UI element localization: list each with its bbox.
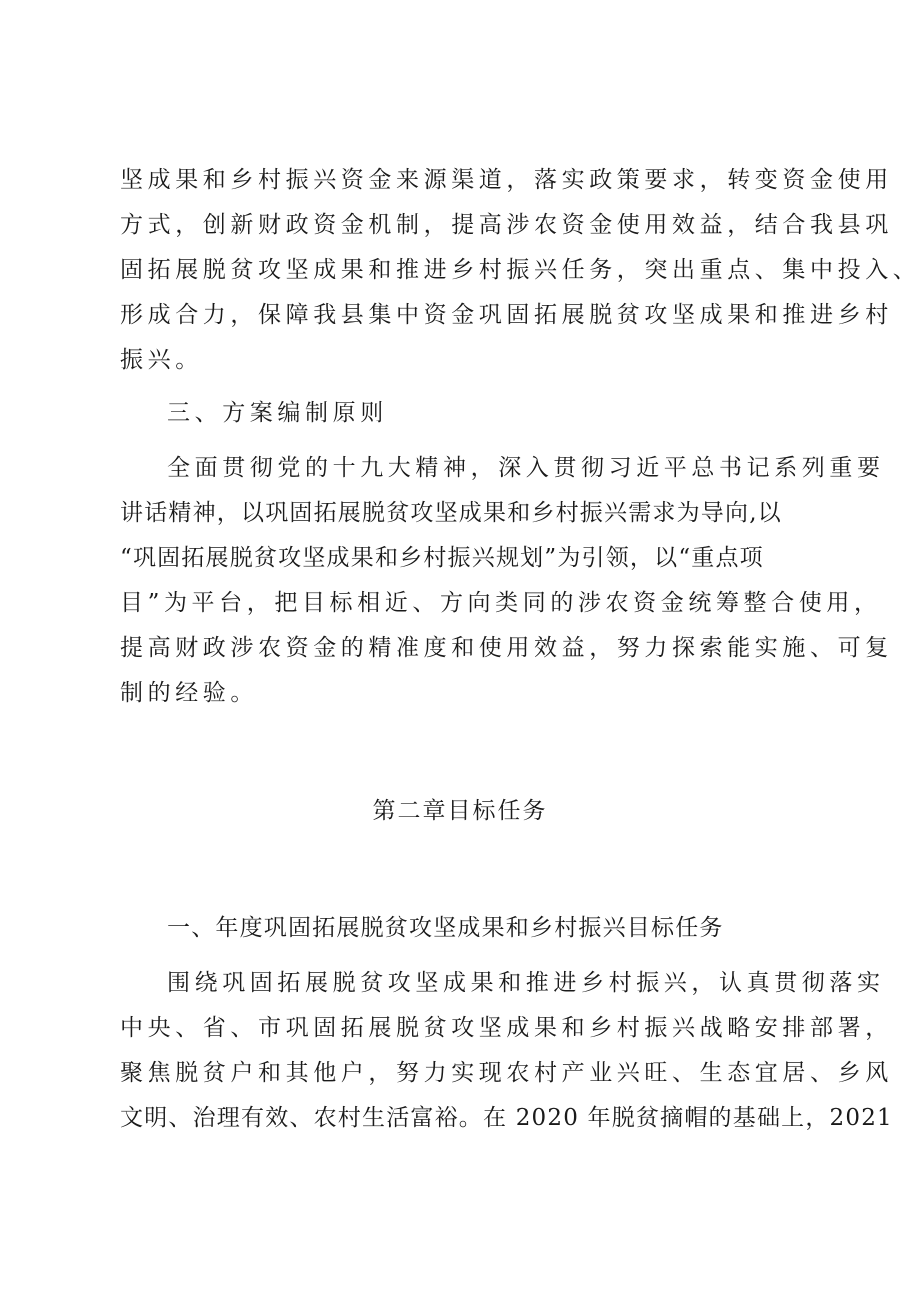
paragraph-line: 形成合力，保障我县集中资金巩固拓展脱贫攻坚成果和推进乡村 xyxy=(120,302,893,328)
paragraph-line: 振兴。 xyxy=(120,347,203,373)
paragraph-line: 讲话精神，以巩固拓展脱贫攻坚成果和乡村振兴需求为导向,以 xyxy=(120,500,782,526)
paragraph-line: 聚焦脱贫户和其他户，努力实现农村产业兴旺、生态宜居、乡风 xyxy=(120,1060,893,1086)
paragraph-line: “巩固拓展脱贫攻坚成果和乡村振兴规划”为引领，以“重点项 xyxy=(120,545,764,571)
paragraph-line: 文明、治理有效、农村生活富裕。在 2020 年脱贫摘帽的基础上，2021 xyxy=(120,1105,893,1131)
paragraph-line: 方式，创新财政资金机制，提高涉农资金使用效益，结合我县巩 xyxy=(120,212,893,238)
paragraph-line: 围绕巩固拓展脱贫攻坚成果和推进乡村振兴，认真贯彻落实 xyxy=(167,970,885,996)
chapter-title: 第二章目标任务 xyxy=(372,798,548,824)
paragraph-line: 坚成果和乡村振兴资金来源渠道，落实政策要求，转变资金使用 xyxy=(120,167,893,193)
paragraph-line: 中央、省、市巩固拓展脱贫攻坚成果和乡村振兴战略安排部署， xyxy=(120,1015,893,1041)
paragraph-line: 固拓展脱贫攻坚成果和推进乡村振兴任务，突出重点、集中投入、 xyxy=(120,257,920,283)
paragraph-line: 目”为平台，把目标相近、方向类同的涉农资金统筹整合使用， xyxy=(120,590,882,616)
section-heading: 三、方案编制原则 xyxy=(167,400,388,426)
paragraph-line: 提高财政涉农资金的精准度和使用效益，努力探索能实施、可复 xyxy=(120,635,893,661)
section-heading: 一、年度巩固拓展脱贫攻坚成果和乡村振兴目标任务 xyxy=(167,915,724,941)
paragraph-line: 全面贯彻党的十九大精神，深入贯彻习近平总书记系列重要 xyxy=(167,455,885,481)
paragraph-line: 制的经验。 xyxy=(120,680,258,706)
